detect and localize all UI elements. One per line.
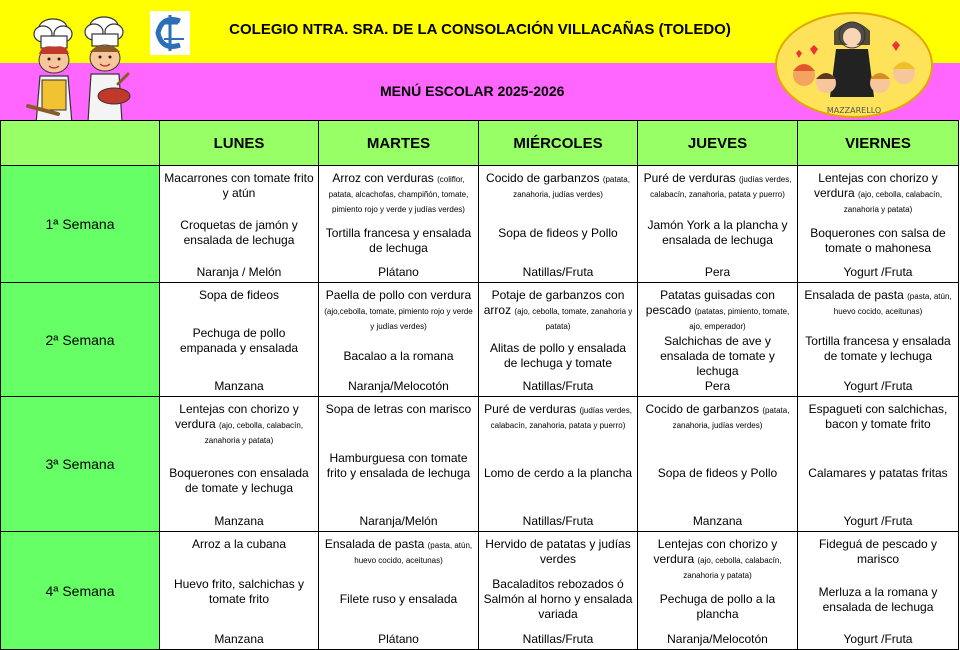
second-course <box>322 226 475 256</box>
second-course <box>498 226 617 241</box>
dessert: Naranja/Melocotón <box>667 632 768 646</box>
second-course <box>163 466 315 496</box>
second-course <box>163 326 315 356</box>
week-row <box>1 397 959 532</box>
first-course-name: Espagueti con salchichas, bacon y tomate frito <box>808 402 948 431</box>
menu-cell-tuesday <box>319 397 479 532</box>
school-crest-logo <box>148 9 192 57</box>
first-course <box>192 537 286 552</box>
first-course-ingredients: (pasta, atún, huevo cocido, aceitunas) <box>354 541 473 565</box>
menu-body <box>1 166 959 650</box>
second-course-name: Lomo de cerdo a la plancha <box>483 465 633 480</box>
first-course-name: Arroz a la cubana <box>191 537 287 551</box>
first-course <box>482 402 634 432</box>
second-course <box>801 226 955 256</box>
first-course-ingredients: (judías verdes, calabacín, zanahoria, patata y puerro) <box>650 175 792 199</box>
first-course <box>641 537 794 582</box>
first-course <box>326 402 471 417</box>
second-course <box>641 334 794 379</box>
second-course <box>163 218 315 248</box>
second-course <box>658 466 777 481</box>
first-course <box>482 537 634 567</box>
second-course <box>801 334 955 364</box>
second-course <box>484 466 632 481</box>
second-course-name: Sopa de fideos y Pollo <box>657 465 778 480</box>
dessert: Manzana <box>214 514 264 528</box>
first-course-ingredients: (ajo, cebolla, calabacín, zanahoria y patata) <box>843 190 943 214</box>
first-course-name: Puré de verduras <box>643 171 736 185</box>
dessert: Manzana <box>214 632 264 646</box>
dessert: Natillas/Fruta <box>522 632 594 646</box>
first-course-name: Sopa de fideos <box>198 288 280 302</box>
first-course <box>641 171 794 201</box>
menu-cell-wednesday <box>479 397 638 532</box>
second-course-name: Bacalao a la romana <box>343 348 454 363</box>
second-course-name: Croquetas de jamón y ensalada de lechuga <box>180 218 298 247</box>
first-course-name: Macarrones con tomate frito y atún <box>164 171 314 200</box>
first-course-ingredients: (ajo, cebolla, calabacín, zanahoria y patata) <box>683 556 782 580</box>
dessert: Manzana <box>214 379 264 393</box>
day-header-wednesday: MIÉRCOLES <box>479 121 638 166</box>
dessert: Pera <box>704 379 731 393</box>
second-course-name: Jamón York a la plancha y ensalada de lechuga <box>647 218 788 247</box>
day-header-thursday: JUEVES <box>638 121 798 166</box>
first-course-ingredients: (patata, zanahoria, judías verdes) <box>672 406 790 430</box>
dessert: Natillas/Fruta <box>522 514 594 528</box>
week-row <box>1 532 959 650</box>
second-course <box>482 577 634 622</box>
first-course-name: Patatas guisadas con pescado <box>645 288 775 317</box>
first-course <box>482 288 634 333</box>
day-header-tuesday: MARTES <box>319 121 479 166</box>
first-course <box>801 402 955 432</box>
first-course-ingredients: (pasta, atún, huevo cocido, aceitunas) <box>833 292 952 316</box>
first-course-name: Cocido de garbanzos <box>486 171 600 185</box>
first-course-name: Fideguá de pescado y marisco <box>818 537 938 566</box>
second-course-name: Pechuga de pollo empanada y ensalada <box>179 326 299 355</box>
first-course <box>163 171 315 201</box>
menu-cell-friday <box>798 397 959 532</box>
first-course <box>641 288 794 333</box>
dessert: Natillas/Fruta <box>522 265 594 279</box>
second-course-name: Huevo frito, salchichas y tomate frito <box>173 577 305 606</box>
first-course-ingredients: (ajo,cebolla, tomate, pimiento rojo y verde y judías verdes) <box>324 307 473 331</box>
second-course-name: Boquerones con ensalada de tomate y lechuga <box>169 465 309 495</box>
second-course-name: Bacaladitos rebozados ó Salmón al horno y ensalada variada <box>483 577 633 621</box>
logo-caption: MAZZARELLO <box>826 106 882 115</box>
dessert: Naranja/Melón <box>359 514 438 528</box>
menu-cell-friday <box>798 532 959 650</box>
second-course <box>163 577 315 607</box>
day-header-monday: LUNES <box>160 121 319 166</box>
menu-cell-monday <box>160 166 319 283</box>
first-course-name: Ensalada de pasta <box>804 288 904 302</box>
first-course-ingredients: (judías verdes, calabacín, zanahoria, patata y puerro) <box>490 406 632 430</box>
second-course <box>641 218 794 248</box>
menu-cell-thursday <box>638 532 798 650</box>
first-course-name: Cocido de garbanzos <box>645 402 759 416</box>
second-course-name: Tortilla francesa y ensalada de tomate y lechuga <box>805 333 951 363</box>
first-course-ingredients: (patatas, pimiento, tomate, ajo, emperador) <box>689 307 790 331</box>
second-course <box>343 349 453 364</box>
first-course <box>801 288 955 318</box>
dessert: Yogurt /Fruta <box>843 265 913 279</box>
first-course-name: Lentejas con chorizo y verdura <box>813 171 938 200</box>
second-course <box>808 466 947 481</box>
second-course <box>641 592 794 622</box>
first-course <box>322 537 475 567</box>
day-header-friday: VIERNES <box>798 121 959 166</box>
second-course-name: Boquerones con salsa de tomate o mahonesa <box>810 225 946 255</box>
dessert: Manzana <box>692 514 743 528</box>
first-course-name: Hervido de patatas y judías verdes <box>485 537 631 566</box>
first-course-name: Ensalada de pasta <box>324 537 425 551</box>
dessert: Naranja/Melocotón <box>348 379 449 393</box>
menu-cell-friday <box>798 283 959 397</box>
first-course <box>641 402 794 432</box>
school-menu-table <box>0 120 959 650</box>
first-course-name: Sopa de letras con marisco <box>325 402 472 416</box>
menu-cell-tuesday <box>319 532 479 650</box>
first-course <box>801 537 955 567</box>
first-course-ingredients: (patata, zanahoria, judías verdes) <box>513 175 630 199</box>
second-course-name: Tortilla francesa y ensalada de lechuga <box>325 225 472 255</box>
first-course <box>199 288 279 303</box>
menu-cell-monday <box>160 283 319 397</box>
dessert: Plátano <box>378 632 419 646</box>
second-course-name: Calamares y patatas fritas <box>808 465 948 480</box>
second-course-name: Pechuga de pollo a la plancha <box>659 592 776 621</box>
second-course-name: Sopa de fideos y Pollo <box>498 225 618 240</box>
second-course-name: Hamburguesa con tomate frito y ensalada de lechuga <box>326 450 471 480</box>
menu-cell-monday <box>160 532 319 650</box>
week-row <box>1 166 959 283</box>
week-row <box>1 283 959 397</box>
menu-cell-thursday <box>638 283 798 397</box>
first-course <box>163 402 315 447</box>
menu-cell-friday <box>798 166 959 283</box>
first-course <box>322 288 475 333</box>
first-course-name: Arroz con verduras <box>332 171 434 185</box>
dessert: Yogurt /Fruta <box>843 632 913 646</box>
first-course-name: Puré de verduras <box>484 402 577 416</box>
second-course <box>482 341 634 371</box>
first-course-ingredients: (ajo, cebolla, calabacín, zanahoria y patata) <box>204 421 304 445</box>
dessert: Pera <box>704 265 731 279</box>
first-course <box>801 171 955 216</box>
second-course <box>801 585 955 615</box>
second-course-name: Alitas de pollo y ensalada de lechuga y tomate <box>489 341 627 370</box>
first-course <box>322 171 475 216</box>
menu-cell-monday <box>160 397 319 532</box>
week-label: 3ª Semana <box>1 397 160 532</box>
first-course-name: Lentejas con chorizo y verdura <box>174 402 299 431</box>
menu-cell-tuesday <box>319 283 479 397</box>
first-course-name: Lentejas con chorizo y verdura <box>653 537 778 566</box>
dessert: Natillas/Fruta <box>522 379 594 393</box>
dessert: Naranja / Melón <box>196 265 282 279</box>
first-course-ingredients: (coliflor, patata, alcachofas, champiñón, tomate, pimiento rojo y verde y judías verdes) <box>328 175 469 214</box>
first-course-name: Potaje de garbanzos con arroz <box>483 288 625 317</box>
second-course <box>340 592 457 607</box>
first-course <box>482 171 634 201</box>
dessert: Yogurt /Fruta <box>843 514 913 528</box>
second-course <box>322 451 475 481</box>
menu-cell-thursday <box>638 166 798 283</box>
week-label: 1ª Semana <box>1 166 160 283</box>
menu-cell-wednesday <box>479 166 638 283</box>
first-course-name: Paella de pollo con verdura <box>325 288 472 302</box>
dessert: Yogurt /Fruta <box>843 379 913 393</box>
second-course-name: Filete ruso y ensalada <box>339 592 458 606</box>
week-label: 2ª Semana <box>1 283 160 397</box>
mazzarello-logo <box>774 9 934 125</box>
menu-cell-wednesday <box>479 532 638 650</box>
menu-cell-tuesday <box>319 166 479 283</box>
second-course-name: Merluza a la romana y ensalada de lechuga <box>818 584 938 614</box>
week-label: 4ª Semana <box>1 532 160 650</box>
first-course-ingredients: (ajo, cebolla, tomate, zanahoria y patata) <box>514 307 633 331</box>
menu-title: MENÚ ESCOLAR 2025-2026 <box>380 83 565 99</box>
second-course-name: Salchichas de ave y ensalada de tomate y lechuga <box>660 333 775 378</box>
dessert: Plátano <box>378 265 419 279</box>
header-corner <box>1 121 160 166</box>
school-title: COLEGIO NTRA. SRA. DE LA CONSOLACIÓN VILLACAÑAS (TOLEDO) <box>229 21 731 38</box>
menu-cell-thursday <box>638 397 798 532</box>
menu-cell-wednesday <box>479 283 638 397</box>
